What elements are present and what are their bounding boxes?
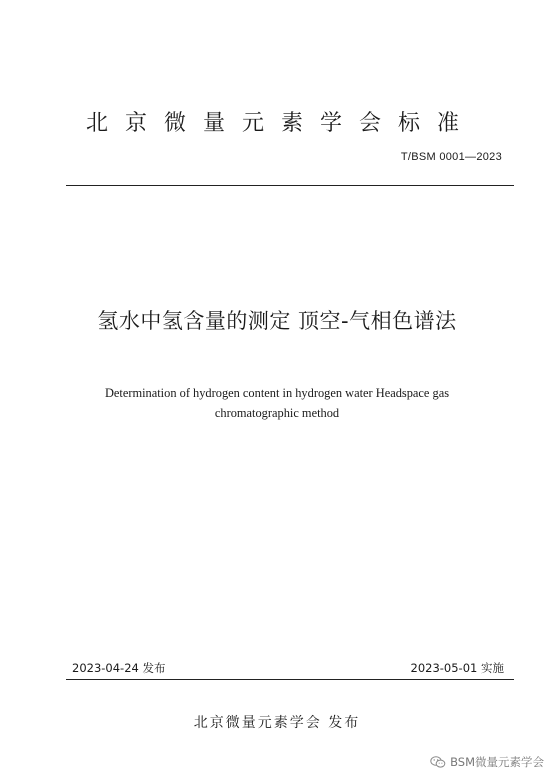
- english-title: [80, 383, 474, 423]
- english-title-line-2: chromatographic method: [214, 406, 340, 420]
- standard-number: T/BSM 0001—2023: [400, 151, 502, 163]
- publish-date: 2023-04-24 发布: [72, 661, 166, 675]
- english-title-line-1: Determination of hydrogen content in hydrogen water Headspace gas: [104, 386, 450, 400]
- watermark: [430, 754, 544, 770]
- org-standard-title: 北京微量元素学会标准: [85, 111, 476, 136]
- effective-date: 2023-05-01 实施: [410, 661, 504, 675]
- footer-divider: [66, 679, 514, 680]
- header-divider: [66, 185, 514, 186]
- wechat-icon: [430, 755, 446, 769]
- watermark-text: BSM微量元素学会: [450, 755, 544, 769]
- chinese-title: 氢水中氢含量的测定 顶空-气相色谱法: [97, 309, 457, 333]
- publisher-line: 北京微量元素学会 发布: [193, 715, 361, 731]
